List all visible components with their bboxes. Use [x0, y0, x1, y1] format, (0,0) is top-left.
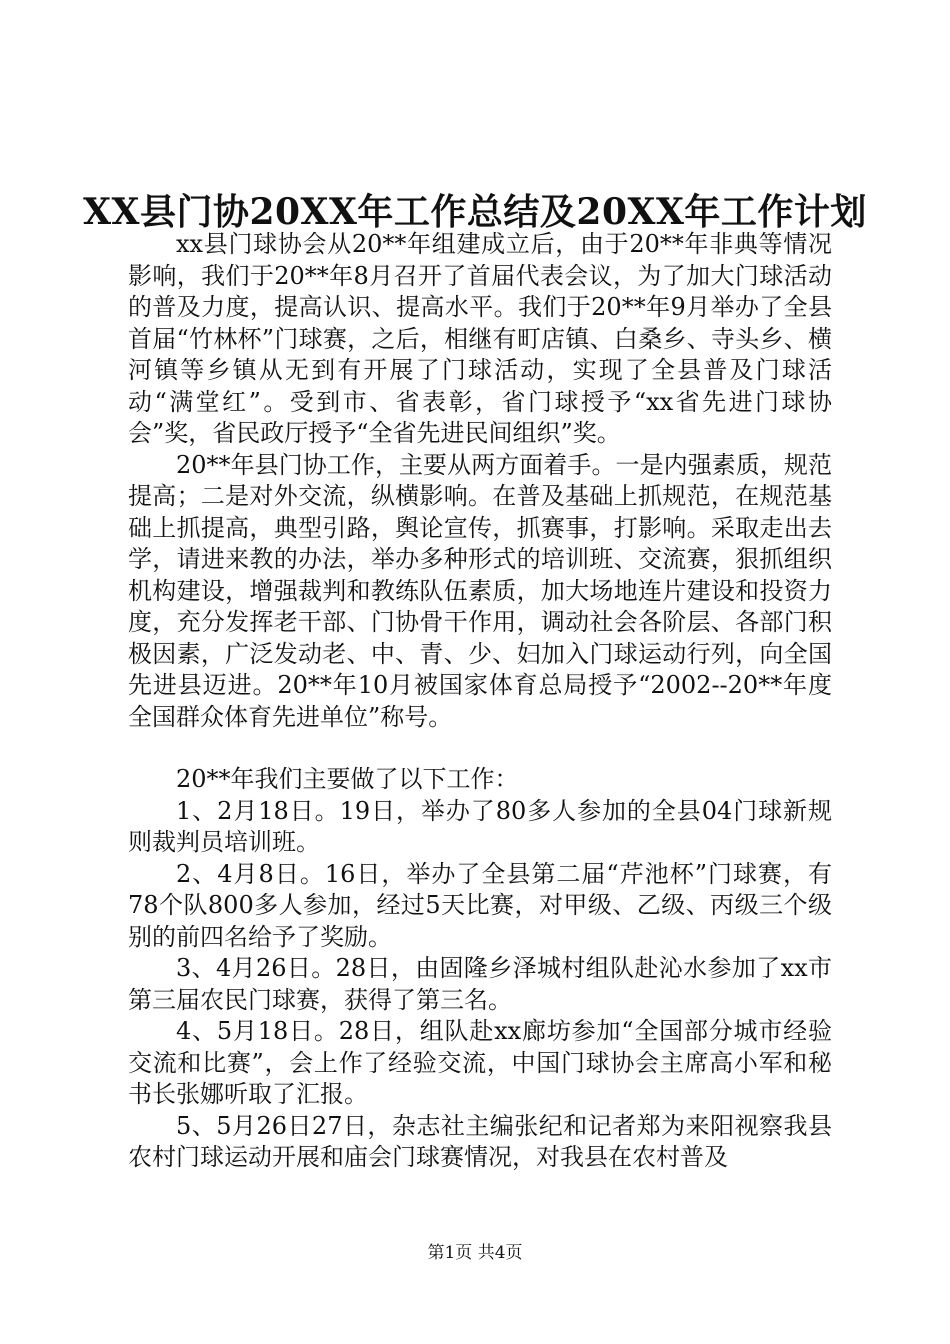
document-title: XX县门协20XX年工作总结及20XX年工作计划: [83, 191, 867, 233]
page-footer: 第1页 共4页: [427, 1243, 523, 1263]
document-body: [128, 229, 832, 1174]
list-item-3: 3、4月26日。28日，由固隆乡泽城村组队赴沁水参加了xx市第三届农民门球赛，获得了第三名。: [128, 954, 832, 1014]
list-item-4: 4、5月18日。28日，组队赴xx廊坊参加“全国部分城市经验交流和比赛”，会上作了经验交流，中国门球协会主席高小军和秘书长张娜听取了汇报。: [128, 1017, 832, 1108]
list-item-1: 1、2月18日。19日，举办了80多人参加的全县04门球新规则裁判员培训班。: [128, 796, 832, 856]
list-item-5: 5、5月26日27日，杂志社主编张纪和记者郑为来阳视察我县农村门球运动开展和庙会门球赛情况，对我县在农村普及: [128, 1111, 832, 1171]
paragraph-intro: xx县门球协会从20**年组建成立后，由于20**年非典等情况影响，我们于20**年8月召开了首届代表会议，为了加大门球活动的普及力度，提高认识、提高水平。我们于20**年9月举办了全县首届“竹林杯”门球赛，之后，相继有町店镇、白桑乡、寺头乡、横河镇等乡镇从无到有开展了门球活动，实现了全县普及门球活动“满堂红”。受到市、省表彰，省门球授予“xx省先进门球协会”奖，省民政厅授予“全省先进民间组织”奖。: [128, 230, 832, 447]
list-item-2: 2、4月8日。16日，举办了全县第二届“芹池杯”门球赛，有78个队800多人参加，经过5天比赛，对甲级、乙级、丙级三个级别的前四名给予了奖励。: [128, 859, 832, 951]
paragraph-work-heading: 20**年我们主要做了以下工作：: [176, 765, 519, 793]
paragraph-work-focus: 20**年县门协工作，主要从两方面着手。一是内强素质，规范提高；二是对外交流，纵横影响。在普及基础上抓规范，在规范基础上抓提高，典型引路，舆论宣传，抓赛事，打影响。采取走出去学，请进来教的办法，举办多种形式的培训班、交流赛，狠抓组织机构建设，增强裁判和教练队伍素质，加大场地连片建设和投资力度，充分发挥老干部、门协骨干作用，调动社会各阶层、各部门积极因素，广泛发动老、中、青、少、妇加入门球运动行列，向全国先进县迈进。20**年10月被国家体育总局授予“2002--20**年度全国群众体育先进单位”称号。: [128, 450, 832, 731]
